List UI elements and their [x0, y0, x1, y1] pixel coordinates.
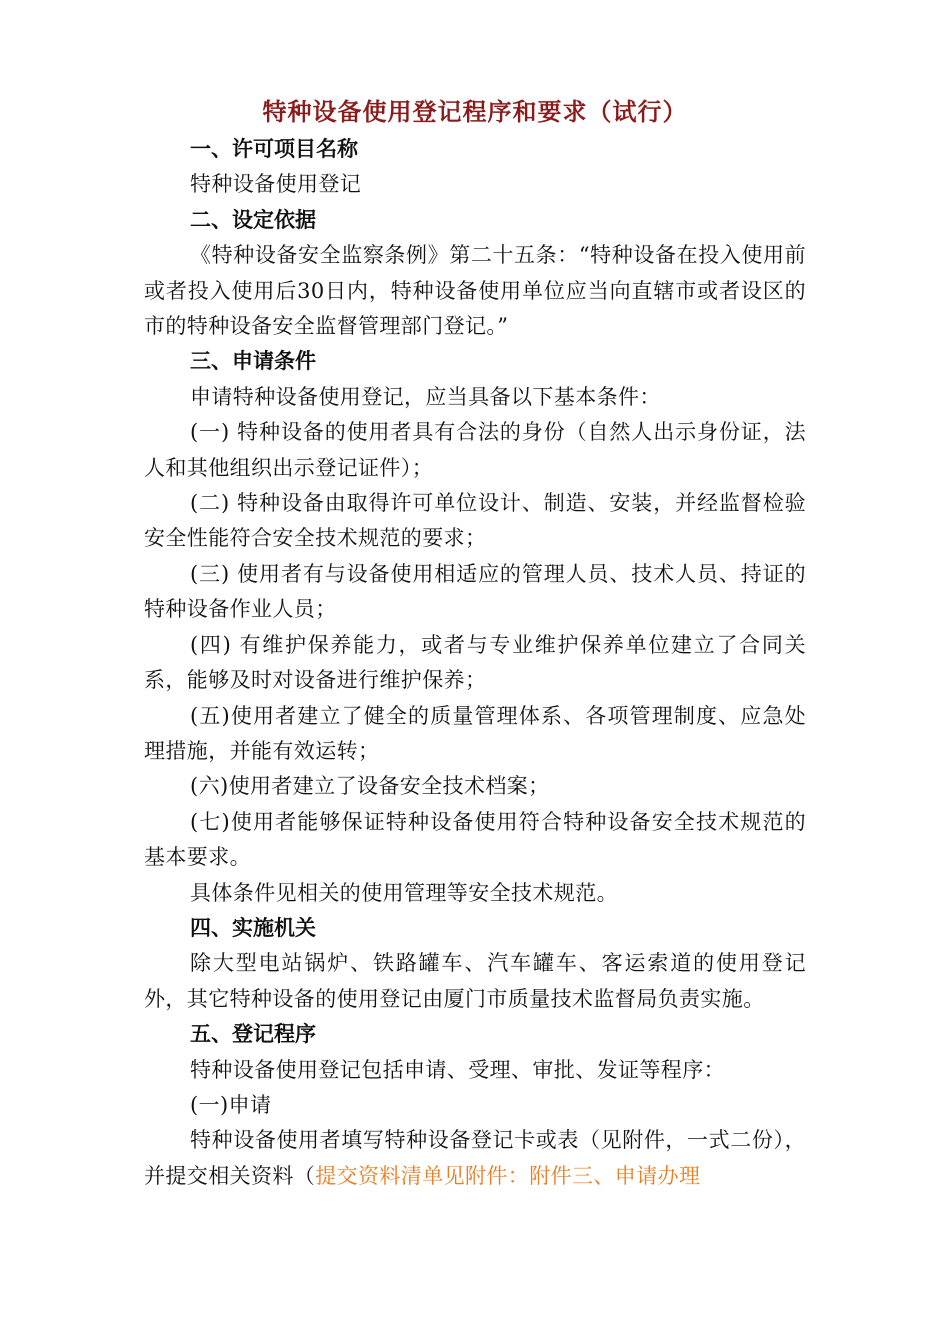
section-heading-5: 五、登记程序	[190, 1022, 316, 1047]
document-title: 特种设备使用登记程序和要求（试行）	[262, 98, 688, 126]
section-heading-3: 三、申请条件	[190, 349, 316, 374]
condition-item-7: (七)使用者能够保证特种设备使用符合特种设备安全技术规范的基本要求。	[144, 809, 806, 870]
section-text-2: 《特种设备安全监察条例》第二十五条：“特种设备在投入使用前或者投入使用后30日内，特种设备使用单位应当向直辖市或者设区的市的特种设备安全监督管理部门登记。”	[144, 243, 806, 339]
condition-item-3: (三) 使用者有与设备使用相适应的管理人员、技术人员、持证的特种设备作业人员；	[144, 561, 806, 622]
condition-item-1: (一) 特种设备的使用者具有合法的身份（自然人出示身份证，法人和其他组织出示登记证件）；	[144, 420, 806, 480]
section3-intro: 申请特种设备使用登记，应当具备以下基本条件：	[190, 384, 661, 409]
attachment-reference-link[interactable]: 提交资料清单见附件：附件三、申请办理	[315, 1163, 701, 1188]
section5-intro: 特种设备使用登记包括申请、受理、审批、发证等程序：	[190, 1057, 725, 1082]
condition-item-6: (六)使用者建立了设备安全技术档案；	[190, 774, 550, 799]
section-text-4: 除大型电站锅炉、铁路罐车、汽车罐车、客运索道的使用登记外，其它特种设备的使用登记由厦门市质量技术监督局负责实施。	[144, 951, 806, 1011]
section5-sub1-heading: (一)申请	[190, 1092, 272, 1117]
section-heading-2: 二、设定依据	[190, 207, 316, 232]
condition-item-5: (五)使用者建立了健全的质量管理体系、各项管理制度、应急处理措施，并能有效运转；	[144, 703, 806, 763]
section3-closing: 具体条件见相关的使用管理等安全技术规范。	[190, 880, 618, 905]
section-text-1: 特种设备使用登记	[190, 172, 362, 197]
section-heading-4: 四、实施机关	[190, 915, 316, 940]
condition-item-2: (二) 特种设备由取得许可单位设计、制造、安装，并经监督检验安全性能符合安全技术规范的要求；	[144, 491, 806, 551]
section5-sub1-text	[144, 1123, 806, 1194]
condition-item-4: (四) 有维护保养能力，或者与专业维护保养单位建立了合同关系，能够及时对设备进行维护保养；	[144, 632, 806, 693]
sub1-body-text: 特种设备使用者填写特种设备登记卡或表（见附件，一式二份），并提交相关资料（	[144, 1128, 806, 1188]
section-heading-1: 一、许可项目名称	[190, 137, 358, 161]
